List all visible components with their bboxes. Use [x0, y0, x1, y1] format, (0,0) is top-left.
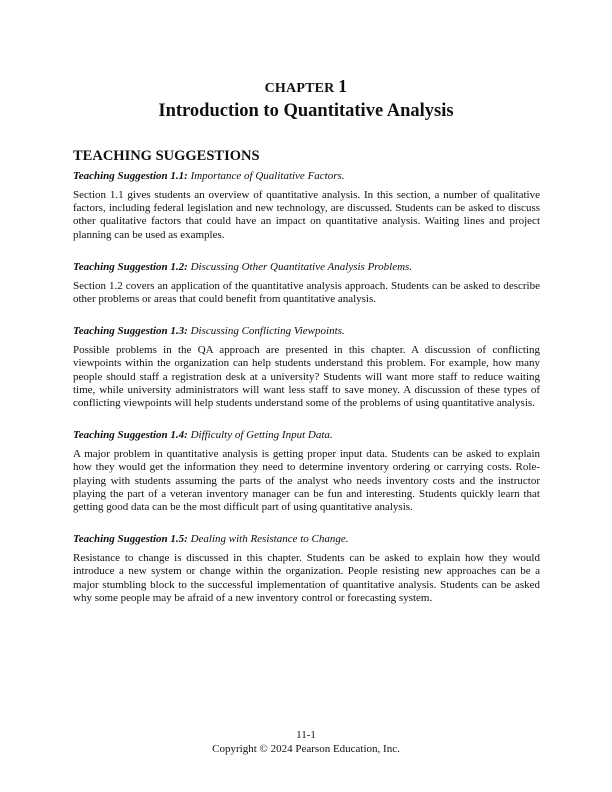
- suggestion-lead: Teaching Suggestion 1.1:: [73, 170, 188, 182]
- suggestion-topic: Discussing Conflicting Viewpoints.: [187, 325, 345, 338]
- suggestion-heading: [73, 429, 540, 442]
- teaching-suggestion-1-3: [73, 325, 540, 410]
- suggestion-body: Section 1.1 gives students an overview of quantitative analysis. In this section, a number of qualitative factors, including federal legislation and new technology, are discussed. Students can be asked to discuss other qualitative factors that could have an impact on quantitative analysis. Waiting lines and project planning can be used as examples.: [73, 189, 540, 241]
- suggestion-body: Section 1.2 covers an application of the quantitative analysis approach. Students can be asked to describe other problems or areas that could benefit from quantitative analysis.: [73, 279, 540, 306]
- suggestion-heading: [73, 325, 540, 338]
- teaching-suggestion-1-4: [73, 429, 540, 514]
- chapter-title: Introduction to Quantitative Analysis: [158, 101, 454, 121]
- suggestion-lead: Teaching Suggestion 1.5:: [73, 533, 188, 546]
- teaching-suggestion-1-1: [73, 170, 540, 242]
- suggestion-heading: [73, 170, 540, 183]
- chapter-number: 1: [338, 76, 348, 96]
- suggestion-lead: Teaching Suggestion 1.4:: [73, 429, 188, 442]
- suggestion-topic: Difficulty of Getting Input Data.: [187, 429, 333, 442]
- teaching-suggestion-1-5: [73, 533, 540, 605]
- teaching-suggestion-1-2: [73, 261, 540, 306]
- section-heading: TEACHING SUGGESTIONS: [73, 148, 260, 164]
- suggestion-heading: [73, 533, 540, 546]
- suggestion-body: Possible problems in the QA approach are presented in this chapter. A discussion of conflicting viewpoints within the organization can help students understand this problem. For example, how many people should staff a registration desk at a university? Students will want more staff to reduce waiting time, while university administrators will want less staff to save money. A discussion of these types of conflicting viewpoints will help students understand some of the problems of using quantitative analysis.: [73, 344, 540, 410]
- copyright-notice: Copyright © 2024 Pearson Education, Inc.: [212, 743, 400, 755]
- suggestion-topic: Dealing with Resistance to Change.: [187, 533, 349, 546]
- suggestion-lead: Teaching Suggestion 1.2:: [73, 260, 188, 273]
- page-number: 11-1: [296, 729, 316, 741]
- suggestion-lead: Teaching Suggestion 1.3:: [73, 325, 188, 338]
- chapter-word: CHAPTER: [264, 81, 335, 96]
- suggestion-body: A major problem in quantitative analysis is getting proper input data. Students can be asked to explain how they would get the information they need to determine inventory ordering or carrying costs. Role-playing with students assuming the parts of the analyst who needs inventory costs and the instructor playing the part of a veteran inventory manager can be fun and interesting. Students quickly learn that getting good data can be the most difficult part of using quantitative analysis.: [73, 448, 540, 514]
- suggestion-topic: Importance of Qualitative Factors.: [187, 170, 345, 182]
- chapter-label: [0, 76, 612, 97]
- suggestion-body: Resistance to change is discussed in this chapter. Students can be asked to explain how they would introduce a new system or change within the organization. People resisting new approaches can be a major stumbling block to the successful implementation of quantitative analysis. Students can be asked why some people may be afraid of a new inventory control or forecasting system.: [73, 552, 540, 604]
- suggestion-topic: Discussing Other Quantitative Analysis Problems.: [187, 260, 413, 273]
- suggestion-heading: [73, 261, 540, 274]
- main-content: [73, 148, 540, 624]
